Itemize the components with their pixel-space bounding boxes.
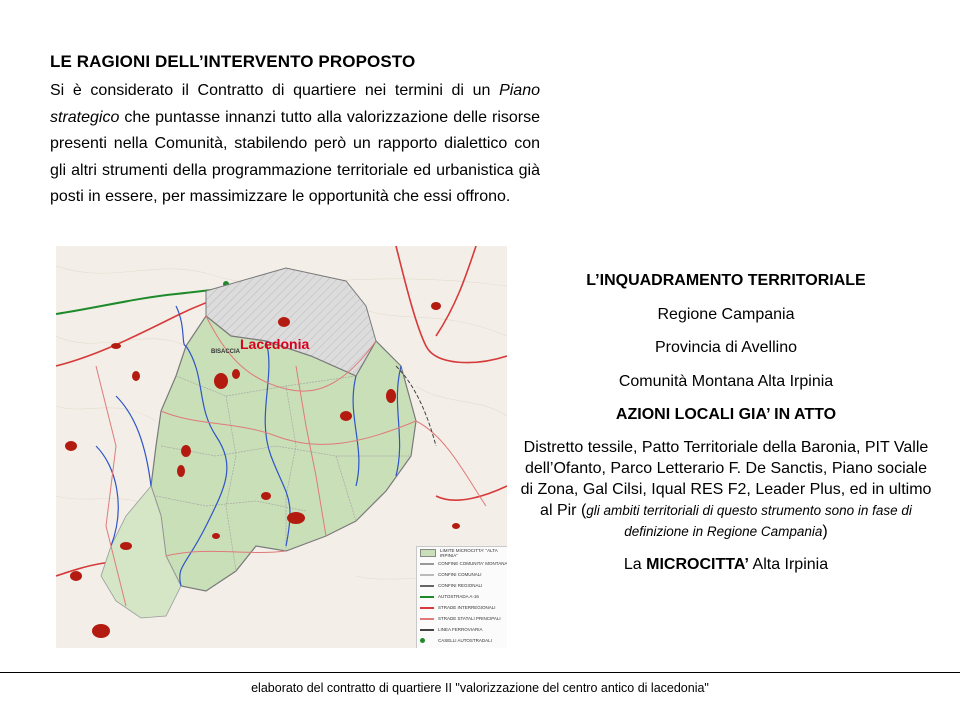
legend-label: LINEA FERROVIARIA <box>438 627 483 632</box>
actions-title: AZIONI LOCALI GIA’ IN ATTO <box>615 406 837 423</box>
legend-symbol-icon <box>420 574 434 576</box>
town-label-lacedonia: Lacedonia <box>240 336 310 352</box>
legend-symbol-icon <box>420 629 434 631</box>
legend-item <box>417 602 507 613</box>
community-text: Comunità Montana Alta Irpinia <box>618 372 834 390</box>
legend-symbol-icon <box>420 596 434 598</box>
intro-text-a: Si è considerato il Contratto di quartiere nei termini di un <box>50 82 500 99</box>
legend-symbol-icon <box>420 585 434 587</box>
micro-text-c: Alta Irpinia <box>748 555 829 573</box>
legend-item <box>417 569 507 580</box>
legend-item <box>417 558 507 569</box>
legend-item <box>417 591 507 602</box>
footer-divider <box>0 672 960 673</box>
legend-item <box>417 624 507 635</box>
territorial-framework <box>518 264 934 574</box>
microcitta-line <box>518 556 934 574</box>
territorial-map <box>56 246 507 648</box>
actions-paragraph <box>518 437 934 542</box>
legend-label: CASELLI AUTOSTRADALI <box>438 638 492 643</box>
legend-symbol-icon <box>420 563 434 565</box>
legend-item <box>417 580 507 591</box>
map-legend <box>416 546 507 648</box>
legend-item <box>417 635 507 646</box>
legend-symbol-icon <box>420 638 425 643</box>
legend-label: LIMITE MICROCITTA' "ALTA IRPINIA" <box>440 547 498 558</box>
section-title-reasons: LE RAGIONI DELL’INTERVENTO PROPOSTO <box>50 52 416 71</box>
legend-symbol-icon <box>420 607 434 609</box>
legend-label: STRADE INTERREGIONALI <box>438 605 496 610</box>
footer-caption: elaborato del contratto di quartiere II "valorizzazione del centro antico di lacedonia" <box>251 681 709 695</box>
place-label-bisaccia: BISACCIA <box>211 349 241 355</box>
intro-paragraph <box>50 78 540 211</box>
section-title-framework: L’INQUADRAMENTO TERRITORIALE <box>586 272 866 289</box>
intro-text-b: che puntasse innanzi tutto alla valorizzazione delle risorse presenti nella Comunità, stabilendo però un rapporto dialettico con gli altri strumenti della programmazione territoriale ed urbanistica già posti in essere, per massimizzare le opportunità che essi offrono. <box>50 108 540 205</box>
actions-note: gli ambiti territoriali di questo strumento sono in fase di definizione in Regione Campania <box>586 502 912 539</box>
legend-item <box>417 613 507 624</box>
micro-text-a: La <box>623 555 647 573</box>
legend-item <box>417 547 507 558</box>
actions-close: ) <box>822 522 828 540</box>
actions-text: Distretto tessile, Patto Territoriale della Baronia, PIT Valle dell’Ofanto, Parco Letterario F. De Sanctis, Piano sociale di Zona, Gal Cilsi, Iqual RES F2, Leader Plus, ed in ultimo al Pir ( <box>520 438 932 519</box>
legend-label: STRADE STATALI PRINCIPALI <box>438 616 501 621</box>
legend-label: AUTOSTRADA A-16 <box>438 594 479 599</box>
legend-symbol-icon <box>420 549 436 557</box>
micro-text-b: MICROCITTA’ <box>646 555 749 573</box>
legend-symbol-icon <box>420 618 434 620</box>
legend-label: CONFINI COMUNALI <box>438 572 482 577</box>
region-text: Regione Campania <box>657 305 795 323</box>
intro-emphasis: Piano strategico <box>50 82 540 126</box>
legend-label: CONFINI REGIONALI <box>438 583 483 588</box>
province-text: Provincia di Avellino <box>654 339 797 356</box>
legend-label: CONFINE COMUNITA' MONTANA <box>438 561 507 566</box>
